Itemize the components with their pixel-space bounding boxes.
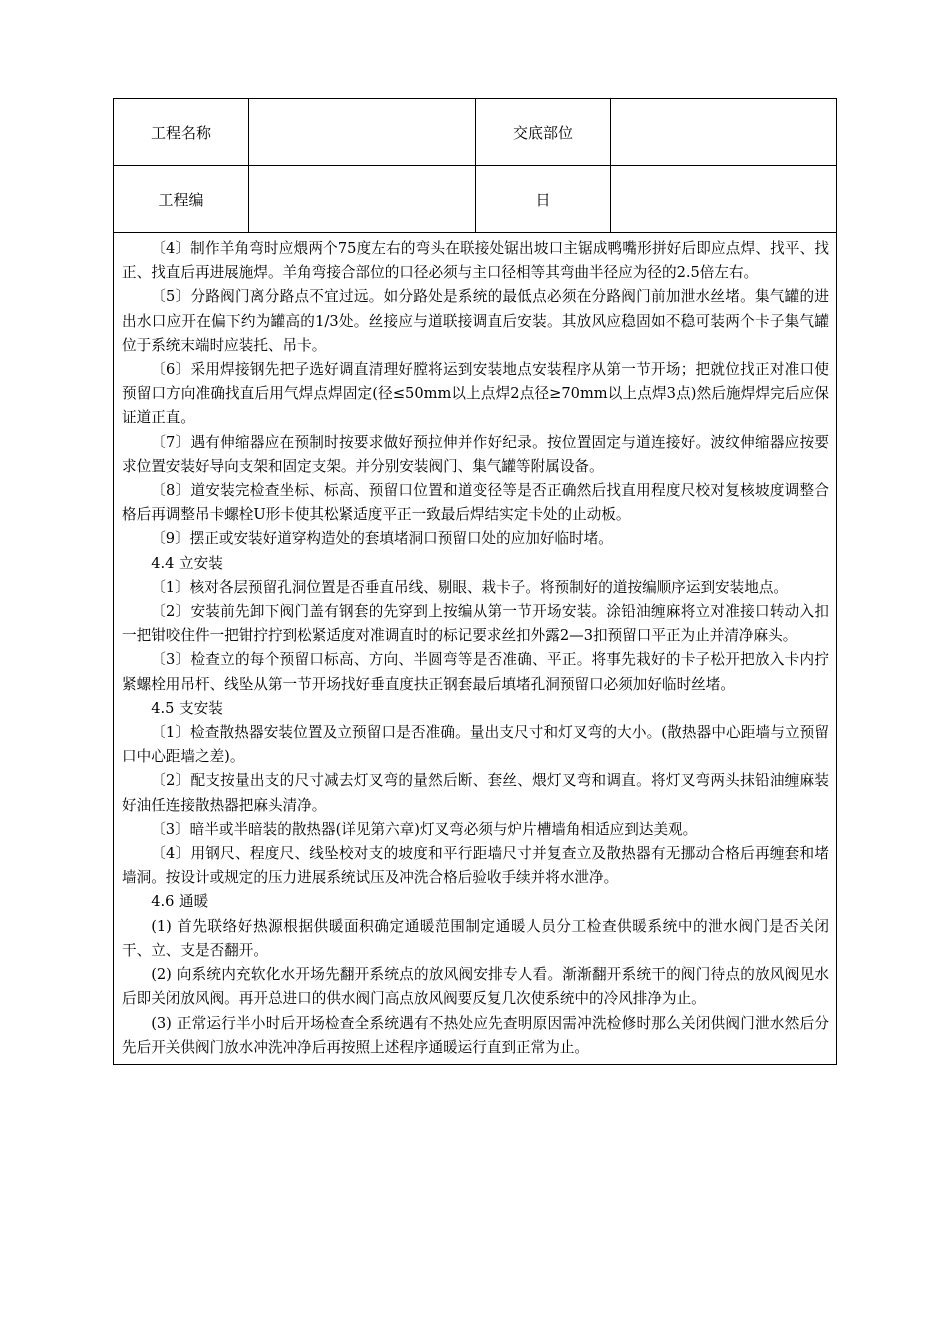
paragraph: 〔4〕制作羊角弯时应煨两个75度左右的弯头在联接处锯出坡口主锯成鸭嘴形拼好后即应点焊、找平、找正、找直后再进展施焊。羊角弯接合部位的口径必须与主口径相等其弯曲半径应为径的2.5倍左右。 [122,240,829,282]
date-value [611,166,836,233]
paragraph: 〔9〕摆正或安装好道穿构造处的套填堵洞口预留口处的应加好临时堵。 [151,530,613,548]
paragraph: 〔1〕检查散热器安装位置及立预留口是否准确。量出支尺寸和灯叉弯的大小。(散热器中心距墙与立预留口中心距墙之差)。 [122,724,829,766]
paragraph: 〔3〕检查立的每个预留口标高、方向、半圆弯等是否准确、平正。将事先栽好的卡子松开把放入卡内拧紧螺栓用吊杆、线坠从第一节开场找好垂直度扶正钢套最后填堵孔洞预留口必须加好临时丝堵。 [122,651,829,693]
paragraph: (1) 首先联络好热源根据供暖面积确定通暖范围制定通暖人员分工检查供暖系统中的泄水阀门是否关闭干、立、支是否翻开。 [122,917,829,959]
project-name-label: 工程名称 [114,99,249,166]
paragraph: (3) 正常运行半小时后开场检查全系统遇有不热处应先查明原因需冲洗检修时那么关闭供阀门泄水然后分先后开关供阀门放水冲洗冲净后再按照上述程序通暖运行直到正常为止。 [122,1014,829,1056]
paragraph: 〔6〕采用焊接钢先把子选好调直清理好膛将运到安装地点安装程序从第一节开场；把就位找正对准口使预留口方向准确找直后用气焊点焊固定(径≤50mm以上点焊2点径≥70mm以上点焊3点)然后施焊焊完后应保证道正直。 [122,361,829,427]
paragraph: (2) 向系统内充软化水开场先翻开系统点的放风阀安排专人看。渐渐翻开系统干的阀门待点的放风阀见水后即关闭放风阀。再开总进口的供水阀门高点放风阀要反复几次使系统中的冷风排净为止。 [122,966,829,1008]
paragraph: 〔4〕用钢尺、程度尺、线坠校对支的坡度和平行距墙尺寸并复查立及散热器有无挪动合格后再缠套和堵墙洞。按设计或规定的压力进展系统试压及冲洗合格后验收手续并将水泄净。 [122,845,829,887]
project-name-value [249,99,476,166]
paragraph: 〔2〕安装前先卸下阀门盖有钢套的先穿到上按编从第一节开场安装。涂铅油缠麻将立对准接口转动入扣一把钳咬住件一把钳拧拧到松紧适度对准调直时的标记要求丝扣外露2—3扣预留口平正为止并清净麻头。 [122,603,829,645]
paragraph: 〔8〕道安装完检查坐标、标高、预留口位置和道变径等是否正确然后找直用程度尺校对复核坡度调整合格后再调整吊卡螺栓U形卡使其松紧适度平正一致最后焊结实定卡处的止动板。 [122,482,829,524]
section-heading: 4.6 通暖 [151,893,209,911]
disclosure-part-label: 交底部位 [476,99,611,166]
disclosure-part-value [611,99,836,166]
section-heading: 4.5 支安装 [151,699,223,717]
date-label: 日 [476,166,611,233]
project-number-label: 工程编 [114,166,249,233]
paragraph: 〔3〕暗半或半暗装的散热器(详见第六章)灯叉弯必须与炉片槽墙角相适应到达美观。 [151,820,698,838]
disclosure-content [114,233,836,1064]
paragraph: 〔2〕配支按量出支的尺寸减去灯叉弯的量然后断、套丝、煨灯叉弯和调直。将灯叉弯两头抹铅油缠麻装好油任连接散热器把麻头清净。 [122,772,829,814]
project-number-value [249,166,476,233]
paragraph: 〔5〕分路阀门离分路点不宜过远。如分路处是系统的最低点必须在分路阀门前加泄水丝堵。集气罐的进出水口应开在偏下约为罐高的1/3处。丝接应与道联接调直后安装。其放风应稳固如不稳可装两个卡子集气罐位于系统末端时应装托、吊卡。 [122,288,829,354]
paragraph: 〔7〕遇有伸缩器应在预制时按要求做好预拉伸并作好纪录。按位置固定与道连接好。波纹伸缩器应按要求位置安装好导向支架和固定支架。并分别安装阀门、集气罐等附属设备。 [122,433,829,475]
paragraph: 〔1〕核对各层预留孔洞位置是否垂直吊线、剔眼、栽卡子。将预制好的道按编顺序运到安装地点。 [151,578,789,596]
section-heading: 4.4 立安装 [151,554,223,572]
header-table [114,99,836,233]
disclosure-form [113,98,837,1065]
